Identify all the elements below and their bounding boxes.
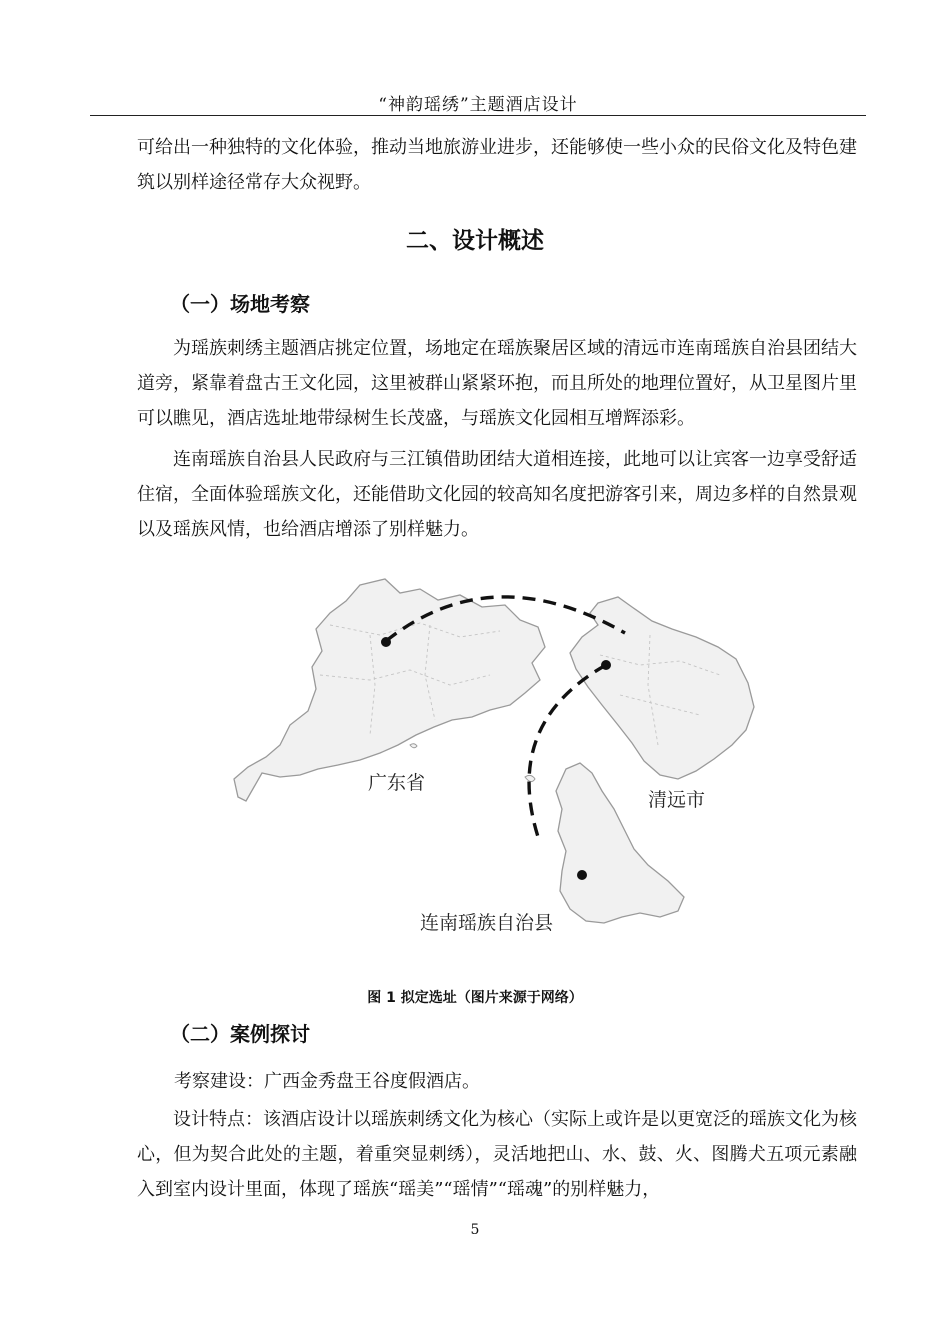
label-qingyuan: 清远市 [648, 789, 706, 811]
subsection-title-case-study: （二）案例探讨 [170, 1022, 310, 1046]
paragraph-case-site: 考察建设：广西金秀盘王谷度假酒店。 [174, 1071, 480, 1092]
province-location-dot [381, 637, 391, 647]
city-location-dot [601, 660, 611, 670]
qingyuan-city-shape [570, 597, 754, 779]
header-rule [90, 115, 866, 116]
label-liannan: 连南瑶族自治县 [420, 912, 554, 934]
site-location-map [220, 565, 760, 945]
subsection-title-site-survey: （一）场地考察 [170, 292, 310, 316]
label-guangdong: 广东省 [368, 772, 426, 794]
coastal-island-shapes [410, 744, 535, 782]
intro-paragraph: 可给出一种独特的文化体验，推动当地旅游业进步，还能够使一些小众的民俗文化及特色建筑以别样途径常存大众视野。 [137, 137, 857, 193]
liannan-county-shape [556, 763, 684, 923]
county-location-dot [577, 870, 587, 880]
paragraph-design-features: 设计特点：该酒店设计以瑶族刺绣文化为核心（实际上或许是以更宽泛的瑶族文化为核心，但为契合此处的主题，着重突显刺绣），灵活地把山、水、鼓、火、图腾犬五项元素融入到室内设计里面，体现了瑶族“瑶美”“瑶情”“瑶魂”的别样魅力， [137, 1109, 857, 1200]
section-title: 二、设计概述 [406, 228, 544, 254]
guangdong-province-shape [234, 579, 545, 801]
figure-caption: 图 1 拟定选址（图片来源于网络） [367, 990, 583, 1006]
page-number: 5 [470, 1222, 480, 1238]
page-header-title: “神韵瑶绣”主题酒店设计 [378, 95, 578, 115]
paragraph-site-connection: 连南瑶族自治县人民政府与三江镇借助团结大道相连接，此地可以让宾客一边享受舒适住宿，全面体验瑶族文化，还能借助文化园的较高知名度把游客引来，周边多样的自然景观以及瑶族风情，也给酒店增添了别样魅力。 [137, 449, 857, 540]
paragraph-site-location: 为瑶族刺绣主题酒店挑定位置，场地定在瑶族聚居区域的清远市连南瑶族自治县团结大道旁，紧靠着盘古王文化园，这里被群山紧紧环抱，而且所处的地理位置好，从卫星图片里可以瞧见，酒店选址地带绿树生长茂盛，与瑶族文化园相互增辉添彩。 [137, 338, 857, 429]
